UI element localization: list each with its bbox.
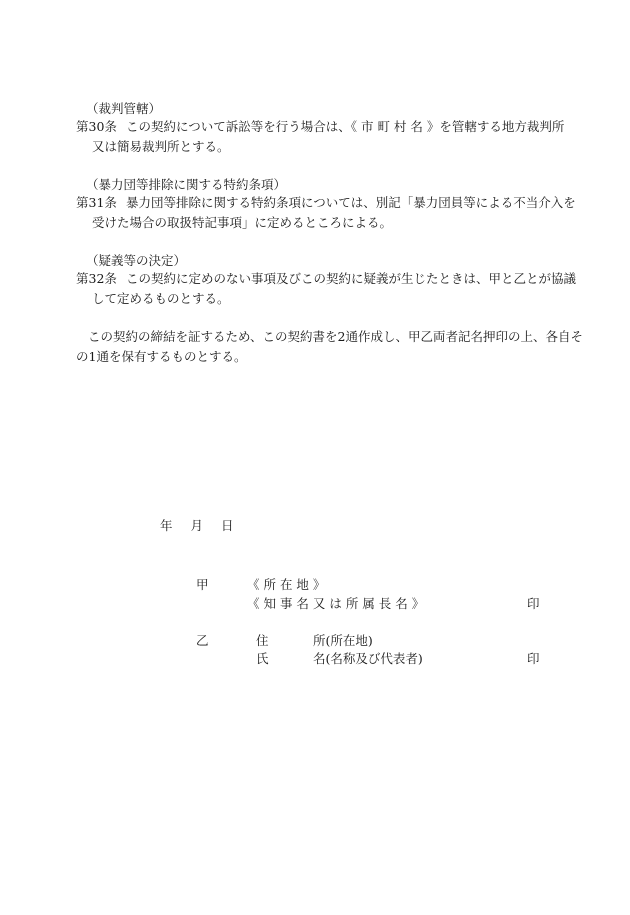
- article-text-line2: 又は簡易裁判所とする。: [92, 139, 230, 154]
- party-b-seal: 印: [527, 651, 540, 666]
- article-text-line1: この契約について訴訟等を行う場合は、《 市 町 村 名 》を管轄する地方裁判所: [126, 119, 565, 134]
- article-number: 第31条: [76, 195, 117, 210]
- article-text-line2: して定めるものとする。: [92, 291, 230, 306]
- party-a-address: 《 所 在 地 》: [247, 577, 326, 592]
- party-b-address-label-1: 住: [256, 633, 269, 648]
- closing-line1: この契約の締結を証するため、この契約書を2通作成し、甲乙両者記名押印の上、各自そ: [88, 329, 583, 344]
- closing-paragraph: [76, 327, 583, 367]
- article-number: 第32条: [76, 271, 117, 286]
- date-year: 年: [160, 518, 173, 533]
- party-b-address-label-2: 所(所在地): [313, 633, 373, 648]
- party-b-name-label-2: 名(名称及び代表者): [313, 651, 423, 666]
- date-month: 月: [190, 518, 204, 533]
- article-heading: （暴力団等排除に関する特約条項）: [86, 177, 287, 192]
- article-text-line1: 暴力団等排除に関する特約条項については、別記「暴力団員等による不当介入を: [126, 195, 576, 210]
- party-a-seal: 印: [527, 596, 540, 611]
- article-32: [76, 253, 577, 309]
- article-heading: （裁判管轄）: [86, 101, 162, 116]
- party-a-name: 《 知 事 名 又 は 所 属 長 名 》: [247, 596, 425, 611]
- date-day: 日: [221, 518, 234, 533]
- party-b-label: 乙: [196, 633, 209, 648]
- party-a-label: 甲: [196, 577, 209, 592]
- article-number: 第30条: [76, 119, 117, 134]
- article-heading: （疑義等の決定）: [86, 253, 187, 268]
- article-text-line1: この契約に定めのない事項及びこの契約に疑義が生じたときは、甲と乙とが協議: [126, 271, 577, 286]
- closing-line2: の1通を保有するものとする。: [76, 349, 247, 364]
- contract-date: [160, 518, 234, 534]
- article-30: [76, 101, 565, 157]
- article-31: [76, 177, 576, 233]
- article-text-line2: 受けた場合の取扱特記事項」に定めるところによる。: [92, 215, 393, 230]
- party-b-name-label-1: 氏: [256, 651, 269, 666]
